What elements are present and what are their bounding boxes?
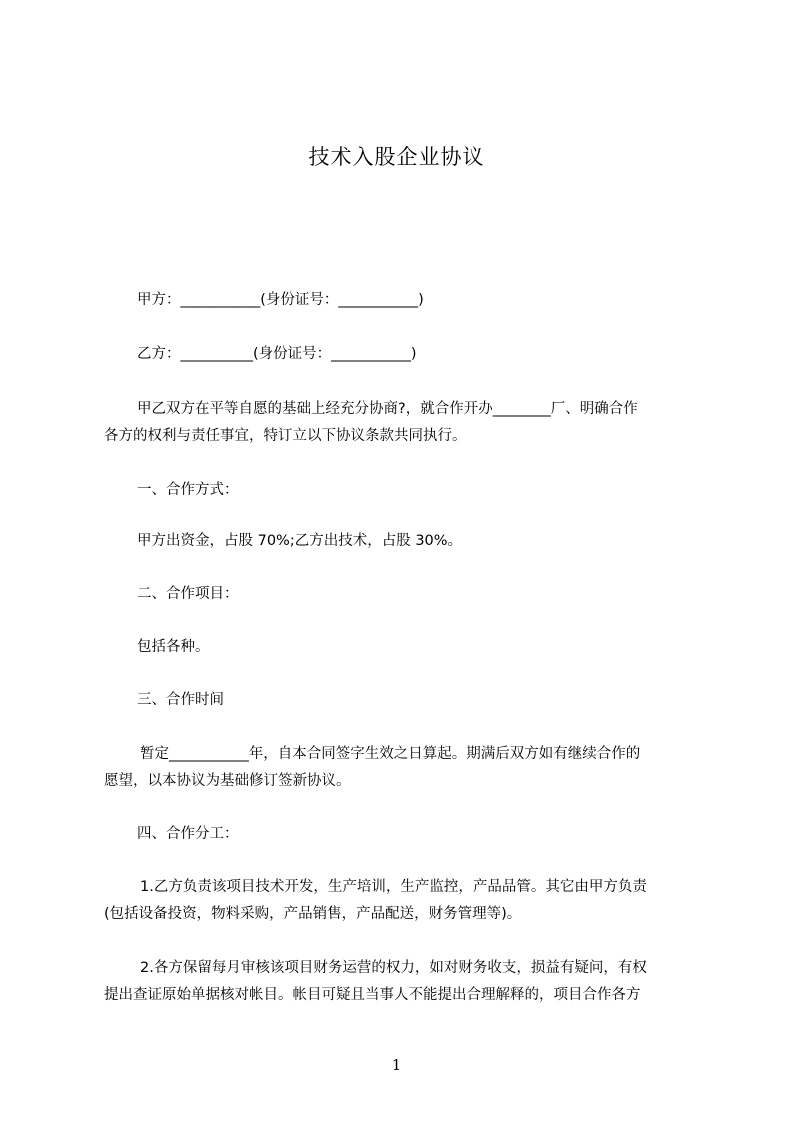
section-3-body-line-2: 愿望，以本协议为基础修订签新协议。 [104,773,351,789]
party-a-line: 甲方：___________(身份证号：___________) [137,292,424,308]
section-4-item-2-line-1: 2.各方保留每月审核该项目财务运营的权力，如对财务收支，损益有疑问，有权 [140,960,647,976]
section-3-body-line-1: 暂定___________年，自本合同签字生效之日算起。期满后双方如有继续合作的 [140,746,641,762]
party-b-line: 乙方：__________(身份证号：___________) [137,346,417,362]
page-number: 1 [391,1056,402,1074]
section-2-body: 包括各种。 [137,639,210,655]
intro-line-2: 各方的权利与责任事宜，特订立以下协议条款共同执行。 [104,428,467,444]
section-4-item-1-line-2: (包括设备投资，物料采购，产品销售，产品配送，财务管理等)。 [104,906,522,922]
section-3-heading: 三、合作时间 [137,692,224,708]
intro-line-1: 甲乙双方在平等自愿的基础上经充分协商?，就合作开办________厂、明确合作 [137,401,638,417]
section-1-body: 甲方出资金，占股 70%;乙方出技术，占股 30%。 [137,533,463,549]
section-1-heading: 一、合作方式： [137,482,239,498]
section-2-heading: 二、合作项目： [137,586,239,602]
document-title: 技术入股企业协议 [308,145,485,169]
section-4-heading: 四、合作分工： [137,826,239,842]
section-4-item-1-line-1: 1.乙方负责该项目技术开发，生产培训，生产监控，产品品管。其它由甲方负责 [140,879,647,895]
section-4-item-2-line-2: 提出查证原始单据核对帐目。帐目可疑且当事人不能提出合理解释的，项目合作各方 [104,987,641,1003]
